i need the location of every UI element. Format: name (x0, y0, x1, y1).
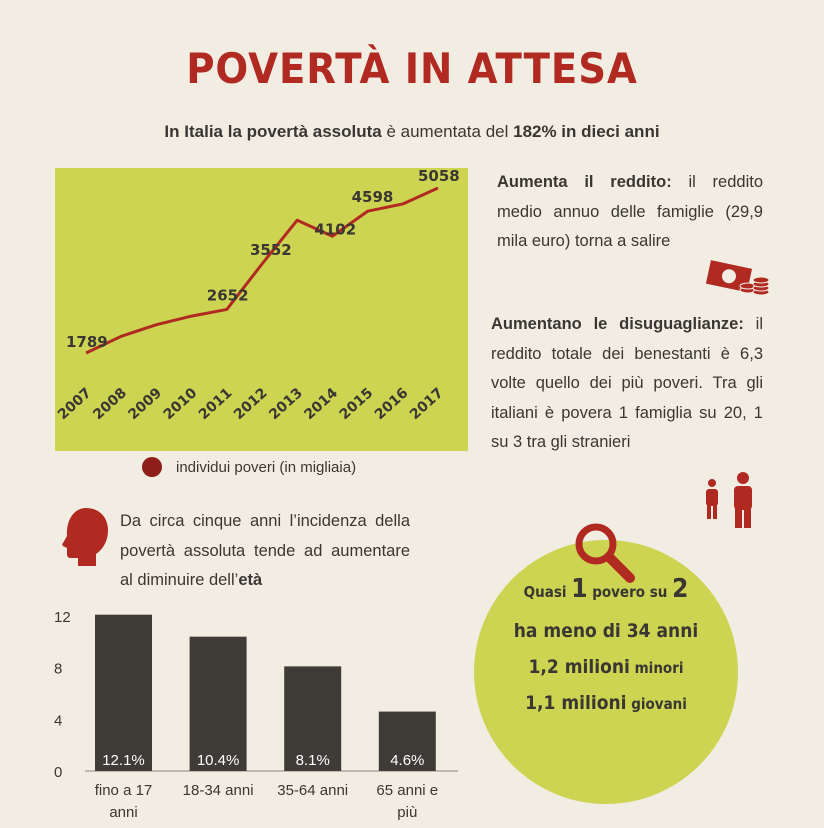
x-category-label: 35-64 anni (277, 782, 349, 799)
reddito-bold: Aumenta il reddito: (497, 173, 672, 191)
x-tick-label: 2013 (266, 385, 306, 424)
data-label: 5058 (418, 168, 460, 185)
y-tick-label: 12 (54, 609, 71, 626)
circle-l1d: 2 (672, 574, 689, 604)
child-head-icon (60, 504, 112, 572)
people-icon (702, 470, 758, 530)
circle-l2: ha meno di 34 anni (513, 620, 699, 642)
eta-text: Da circa cinque anni l’incidenza della povertà assoluta tende ad aumentare al diminuire dell’ (120, 512, 410, 589)
x-category-label: fino a 17 anni (94, 782, 153, 821)
x-tick-label: 2008 (90, 385, 130, 424)
circle-line-2 (487, 620, 725, 642)
x-tick-label: 2009 (125, 385, 166, 424)
data-label: 1789 (66, 333, 108, 351)
disuguaglianze-bold: Aumentano le disuguaglianze: (491, 315, 744, 333)
x-tick-label: 2011 (195, 385, 236, 424)
subtitle-bold-2: 182% in dieci anni (513, 122, 660, 141)
legend-label: individui poveri (in migliaia) (176, 458, 357, 476)
bar-value-label: 8.1% (295, 752, 330, 769)
x-category-label: 18-34 anni (182, 782, 254, 799)
x-tick-label: 2012 (231, 385, 271, 424)
page-subtitle (0, 122, 824, 142)
data-label: 4598 (351, 188, 394, 207)
x-category-label: 65 anni e più (376, 782, 439, 821)
bar-chart (40, 598, 470, 828)
disuguaglianze-paragraph (491, 310, 763, 458)
y-tick-label: 8 (54, 660, 63, 678)
x-tick-label: 2010 (160, 385, 201, 424)
y-tick-label: 4 (54, 712, 63, 730)
circle-line-4 (487, 692, 725, 714)
circle-l3a: 1,2 milioni (528, 656, 630, 678)
disuguaglianze-text: il reddito totale dei benestanti è 6,3 volte quello dei più poveri. Tra gli italiani è povera 1 famiglia su 20, 1 su 3 tra gli stranieri (491, 315, 763, 451)
subtitle-text: è aumentata del (381, 122, 514, 141)
data-label: 3552 (250, 241, 292, 260)
circle-l3b: minori (629, 659, 684, 677)
line-chart-legend (142, 455, 356, 479)
data-label: 2652 (206, 286, 249, 305)
circle-l4b: giovani (626, 695, 687, 713)
y-tick-label: 0 (54, 764, 63, 781)
page-title: POVERTÀ IN ATTESA (186, 44, 638, 93)
bar (95, 615, 152, 771)
circle-l1a: Quasi (523, 583, 572, 601)
legend-dot (142, 457, 162, 477)
money-icon (704, 258, 770, 298)
x-tick-label: 2007 (55, 385, 95, 424)
x-tick-label: 2015 (336, 385, 377, 424)
x-tick-label: 2017 (407, 385, 447, 424)
eta-paragraph (120, 507, 410, 596)
data-label: 4102 (314, 220, 357, 239)
x-tick-label: 2016 (371, 385, 412, 424)
bar-value-label: 12.1% (102, 752, 145, 769)
circle-l1c: povero su (587, 583, 673, 601)
x-tick-label: 2014 (301, 385, 342, 424)
circle-l1b: 1 (571, 574, 588, 604)
circle-l4a: 1,1 milioni (525, 692, 627, 714)
bar (190, 637, 247, 771)
subtitle-bold-1: In Italia la povertà assoluta (164, 122, 382, 141)
reddito-paragraph (497, 168, 763, 257)
eta-bold: età (238, 571, 263, 589)
bar-value-label: 4.6% (390, 752, 425, 769)
circle-line-3 (487, 656, 725, 678)
line-chart (55, 168, 468, 451)
series-line (86, 188, 438, 353)
reddito-text: il reddito medio annuo delle famiglie (29,9 mila euro) torna a salire (497, 173, 764, 250)
bar-value-label: 10.4% (196, 752, 240, 769)
circle-line-1 (487, 574, 725, 604)
